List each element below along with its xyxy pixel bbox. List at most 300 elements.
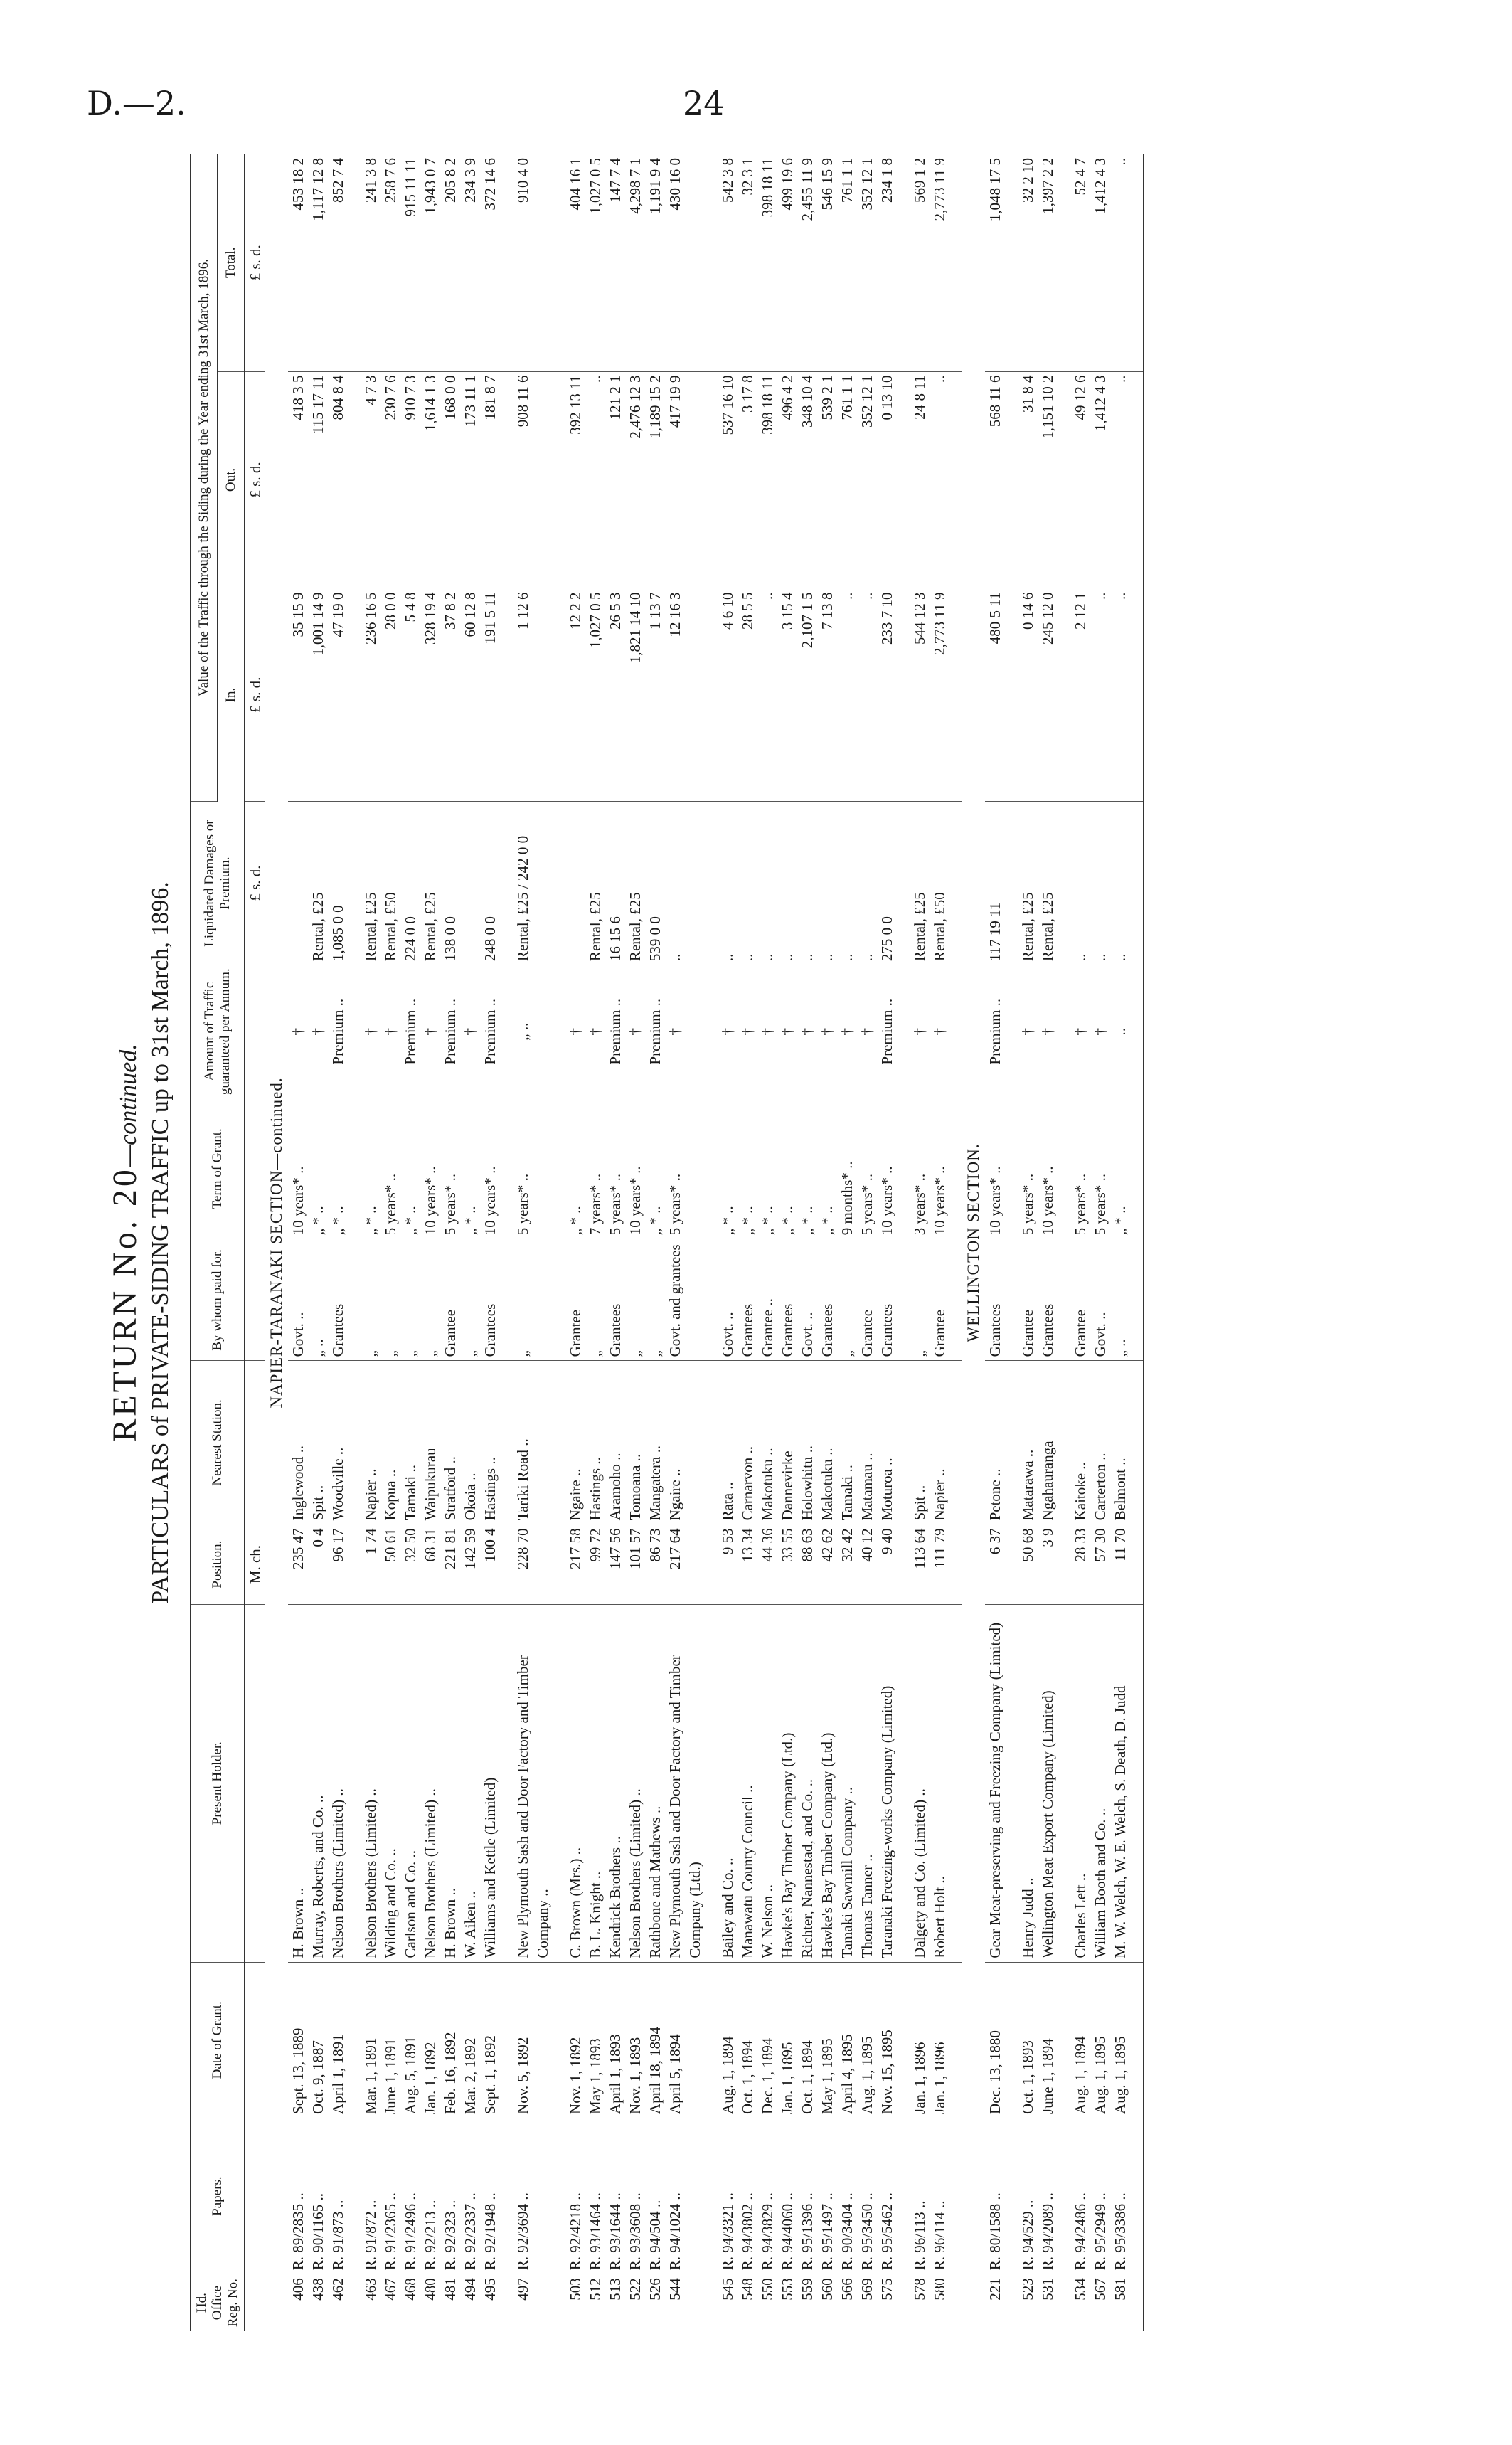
cell-position: 3 9 — [1038, 1524, 1058, 1604]
cell-value-total: 2,455 11 9 — [797, 154, 817, 371]
cell-date-of-grant: Sept. 13, 1889 — [288, 1962, 308, 2118]
cell-damages: Rental, £25 — [625, 802, 645, 965]
cell-term: „ * .. — [460, 1098, 480, 1239]
cell-value-out: 3 17 8 — [738, 371, 757, 588]
cell-paid-by: „ — [380, 1239, 400, 1361]
cell-amount-guaranteed: † — [460, 965, 480, 1098]
group-spacer — [1058, 154, 1070, 2331]
cell-position: 40 12 — [857, 1524, 877, 1604]
table-row — [777, 154, 797, 2331]
cell-papers: R. 92/2337 .. — [460, 2118, 480, 2274]
cell-position: 50 68 — [1018, 1524, 1038, 1604]
cell-date-of-grant: Aug. 1, 1895 — [857, 1962, 877, 2118]
cell-paid-by: „ .. — [1110, 1239, 1130, 1361]
cell-damages: .. — [1110, 802, 1130, 965]
cell-date-of-grant: Jan. 1, 1895 — [777, 1962, 797, 2118]
cell-value-out: 230 7 6 — [380, 371, 400, 588]
cell-amount-guaranteed: Premium .. — [877, 965, 897, 1098]
cell-paid-by: „ — [460, 1239, 480, 1361]
cell-value-out: 539 2 1 — [817, 371, 837, 588]
cell-papers: R. 94/504 .. — [645, 2118, 665, 2274]
table-row — [1018, 154, 1038, 2331]
cell-term: 5 years* .. — [1070, 1098, 1090, 1239]
cell-present-holder: Henry Judd .. — [1018, 1604, 1038, 1962]
cell-amount-guaranteed: † — [380, 965, 400, 1098]
cell-date-of-grant: April 18, 1894 — [645, 1962, 665, 2118]
cell-position: 28 33 — [1070, 1524, 1090, 1604]
table-row — [797, 154, 817, 2331]
cell-value-in: 60 12 8 — [460, 588, 480, 802]
cell-present-holder: C. Brown (Mrs.) .. — [565, 1604, 585, 1962]
cell-nearest-station: Ngaire .. — [565, 1361, 585, 1524]
cell-value-in: 37 8 2 — [440, 588, 460, 802]
cell-value-total: 546 15 9 — [817, 154, 837, 371]
cell-reg-no: 523 — [1019, 2278, 1036, 2301]
cell-amount-guaranteed: † — [797, 965, 817, 1098]
cell-reg-no: 580 — [931, 2278, 948, 2301]
cell-reg-no: 503 — [567, 2278, 584, 2301]
cell-position: 235 47 — [288, 1524, 308, 1604]
col-header-value-group: Value of the Traffic through the Siding during the Year ending 31st March, 1896. — [191, 154, 218, 802]
cell-position: 100 4 — [480, 1524, 500, 1604]
table-row — [985, 154, 1005, 2331]
table-row — [645, 154, 665, 2331]
cell-amount-guaranteed: Premium .. — [440, 965, 460, 1098]
cell-date-of-grant: Jan. 1, 1896 — [930, 1962, 949, 2118]
cell-amount-guaranteed: Premium .. — [985, 965, 1005, 1098]
group-spacer — [705, 154, 718, 2331]
cell-value-in: 1,821 14 10 — [625, 588, 645, 802]
cell-amount-guaranteed: † — [1090, 965, 1110, 1098]
col-header-holder: Present Holder. — [191, 1604, 245, 1962]
cell-reg-no: 497 — [514, 2278, 531, 2301]
cell-value-total: 1,397 2 2 — [1038, 154, 1058, 371]
cell-reg-no: 575 — [878, 2278, 895, 2301]
cell-papers: R. 94/1024 .. — [665, 2118, 705, 2274]
cell-damages: Rental, £25 — [910, 802, 930, 965]
cell-damages: 1,085 0 0 — [328, 802, 348, 965]
cell-term: „ * .. — [757, 1098, 777, 1239]
cell-papers: R. 93/3608 .. — [625, 2118, 645, 2274]
cell-damages: Rental, £25 — [1038, 802, 1058, 965]
cell-date-of-grant: Jan. 1, 1892 — [420, 1962, 440, 2118]
cell-value-out: 49 12 6 — [1070, 371, 1090, 588]
cell-paid-by: Grantee — [565, 1239, 585, 1361]
col-header-total: Total. — [218, 154, 245, 371]
cell-amount-guaranteed: „ .. — [513, 965, 553, 1098]
table-row — [718, 154, 738, 2331]
col-header-position: Position. — [191, 1524, 245, 1604]
col-header-term: Term of Grant. — [191, 1098, 245, 1239]
cell-damages: .. — [857, 802, 877, 965]
cell-paid-by: Grantees — [877, 1239, 897, 1361]
cell-reg-no: 512 — [587, 2278, 604, 2301]
cell-reg-no: 531 — [1039, 2278, 1056, 2301]
cell-nearest-station: Belmont .. — [1110, 1361, 1130, 1524]
cell-value-out: .. — [930, 371, 949, 588]
cell-nearest-station: Petone .. — [985, 1361, 1005, 1524]
cell-value-in: .. — [757, 588, 777, 802]
cell-value-out: 537 16 10 — [718, 371, 738, 588]
table-row — [625, 154, 645, 2331]
cell-paid-by: Grantee — [930, 1239, 949, 1361]
cell-position: 50 61 — [380, 1524, 400, 1604]
return-subtitle: PARTICULARS of PRIVATE-SIDING TRAFFIC up to 31st March, 1896. — [147, 881, 174, 1604]
cell-present-holder: Bailey and Co. .. — [718, 1604, 738, 1962]
cell-position: 96 17 — [328, 1524, 348, 1604]
cell-value-total: 542 3 8 — [718, 154, 738, 371]
private-siding-table — [190, 154, 1144, 2331]
cell-term: 5 years* .. — [513, 1098, 553, 1239]
cell-nearest-station: Makotuku .. — [817, 1361, 837, 1524]
cell-amount-guaranteed: .. — [1110, 965, 1130, 1098]
table-row — [288, 154, 308, 2331]
table-row — [817, 154, 837, 2331]
cell-term: „ * .. — [797, 1098, 817, 1239]
cell-value-total: 761 1 1 — [837, 154, 857, 371]
col-header-papers: Papers. — [191, 2118, 245, 2274]
cell-amount-guaranteed: Premium .. — [645, 965, 665, 1098]
cell-papers: R. 95/3450 .. — [857, 2118, 877, 2274]
cell-papers: R. 94/3802 .. — [738, 2118, 757, 2274]
cell-papers: R. 89/2835 .. — [288, 2118, 308, 2274]
cell-value-out: 348 10 4 — [797, 371, 817, 588]
cell-nearest-station: Tamaki .. — [837, 1361, 857, 1524]
table-row — [757, 154, 777, 2331]
cell-value-in: 12 16 3 — [665, 588, 705, 802]
cell-present-holder: Murray, Roberts, and Co. .. — [308, 1604, 328, 1962]
cell-value-in: 1 13 7 — [645, 588, 665, 802]
cell-value-out: 418 3 5 — [288, 371, 308, 588]
cell-date-of-grant: Sept. 1, 1892 — [480, 1962, 500, 2118]
cell-present-holder: Richter, Nannestad, and Co. .. — [797, 1604, 817, 1962]
cell-position: 6 37 — [985, 1524, 1005, 1604]
cell-paid-by: Grantees — [605, 1239, 625, 1361]
cell-reg-no: 560 — [819, 2278, 836, 2301]
cell-paid-by: Grantees — [738, 1239, 757, 1361]
cell-damages: .. — [665, 802, 705, 965]
cell-position: 221 81 — [440, 1524, 460, 1604]
cell-reg-no: 566 — [838, 2278, 856, 2301]
cell-damages: .. — [1090, 802, 1110, 965]
cell-value-out: 31 8 4 — [1018, 371, 1038, 588]
cell-date-of-grant: Feb. 16, 1892 — [440, 1962, 460, 2118]
cell-papers: R. 94/4060 .. — [777, 2118, 797, 2274]
cell-value-in: 26 5 3 — [605, 588, 625, 802]
cell-amount-guaranteed: † — [1038, 965, 1058, 1098]
cell-term: „ * .. — [361, 1098, 380, 1239]
cell-papers: R. 90/3404 .. — [837, 2118, 857, 2274]
cell-term: 5 years* .. — [380, 1098, 400, 1239]
cell-papers: R. 93/1644 .. — [605, 2118, 625, 2274]
cell-date-of-grant: Nov. 1, 1892 — [565, 1962, 585, 2118]
cell-value-total: 404 16 1 — [565, 154, 585, 371]
cell-nearest-station: Kopua .. — [380, 1361, 400, 1524]
group-spacer — [348, 154, 361, 2331]
cell-amount-guaranteed: † — [1070, 965, 1090, 1098]
cell-date-of-grant: Nov. 5, 1892 — [513, 1962, 553, 2118]
col-header-in: In. — [218, 588, 245, 802]
table-row — [420, 154, 440, 2331]
table-row — [1038, 154, 1058, 2331]
cell-present-holder: Nelson Brothers (Limited) .. — [361, 1604, 380, 1962]
cell-value-total: 1,048 17 5 — [985, 154, 1005, 371]
cell-papers: R. 94/3321 .. — [718, 2118, 738, 2274]
cell-nearest-station: Okoia .. — [460, 1361, 480, 1524]
cell-value-out: .. — [1110, 371, 1130, 588]
cell-value-total: 430 16 0 — [665, 154, 705, 371]
cell-damages: .. — [738, 802, 757, 965]
cell-present-holder: Dalgety and Co. (Limited) .. — [910, 1604, 930, 1962]
cell-papers: R. 91/2365 .. — [380, 2118, 400, 2274]
cell-value-in: 28 0 0 — [380, 588, 400, 802]
cell-reg-no: 581 — [1112, 2278, 1129, 2301]
cell-present-holder: H. Brown .. — [288, 1604, 308, 1962]
cell-value-in: 0 14 6 — [1018, 588, 1038, 802]
cell-nearest-station: Aramoho .. — [605, 1361, 625, 1524]
cell-amount-guaranteed: † — [625, 965, 645, 1098]
cell-value-total: 32 3 1 — [738, 154, 757, 371]
cell-position: 9 40 — [877, 1524, 897, 1604]
cell-value-total: 569 1 2 — [910, 154, 930, 371]
cell-date-of-grant: Aug. 1, 1895 — [1090, 1962, 1110, 2118]
table-row — [665, 154, 705, 2331]
cell-nearest-station: Dannevirke — [777, 1361, 797, 1524]
cell-amount-guaranteed: † — [585, 965, 605, 1098]
table-row — [361, 154, 380, 2331]
cell-nearest-station: Tomoana .. — [625, 1361, 645, 1524]
cell-nearest-station: Inglewood .. — [288, 1361, 308, 1524]
cell-present-holder: H. Brown .. — [440, 1604, 460, 1962]
cell-term: 10 years* .. — [930, 1098, 949, 1239]
cell-term: „ * .. — [1110, 1098, 1130, 1239]
cell-position: 217 64 — [665, 1524, 705, 1604]
cell-reg-no: 545 — [719, 2278, 736, 2301]
cell-value-in: .. — [1110, 588, 1130, 802]
cell-paid-by: Govt. .. — [1090, 1239, 1110, 1361]
cell-position: 9 53 — [718, 1524, 738, 1604]
section-heading: NAPIER-TARANAKI SECTION—continued. — [267, 1077, 285, 1409]
cell-value-total: 852 7 4 — [328, 154, 348, 371]
col-header-station: Nearest Station. — [191, 1361, 245, 1524]
cell-term: 10 years* .. — [985, 1098, 1005, 1239]
cell-position: 57 30 — [1090, 1524, 1110, 1604]
cell-amount-guaranteed: † — [837, 965, 857, 1098]
col-header-out: Out. — [218, 371, 245, 588]
cell-present-holder: Nelson Brothers (Limited) .. — [328, 1604, 348, 1962]
cell-position: 99 72 — [585, 1524, 605, 1604]
cell-term: 5 years* .. — [605, 1098, 625, 1239]
cell-value-out: 568 11 6 — [985, 371, 1005, 588]
cell-amount-guaranteed: † — [361, 965, 380, 1098]
cell-date-of-grant: Nov. 1, 1893 — [625, 1962, 645, 2118]
cell-value-total: 234 1 8 — [877, 154, 897, 371]
cell-term: 9 months* .. — [837, 1098, 857, 1239]
cell-value-in: 28 5 5 — [738, 588, 757, 802]
cell-paid-by: Grantees — [817, 1239, 837, 1361]
cell-value-in: 2 12 1 — [1070, 588, 1090, 802]
cell-value-in: 236 16 5 — [361, 588, 380, 802]
cell-papers: R. 96/114 .. — [930, 2118, 949, 2274]
cell-value-total: 453 18 2 — [288, 154, 308, 371]
cell-present-holder: William Booth and Co. .. — [1090, 1604, 1110, 1962]
cell-amount-guaranteed: Premium .. — [400, 965, 420, 1098]
cell-papers: R. 90/1165 .. — [308, 2118, 328, 2274]
cell-value-in: 480 5 11 — [985, 588, 1005, 802]
page-number: 24 — [683, 84, 725, 122]
col-header-amount: Amount of Traffic guaranteed per Annum. — [191, 965, 245, 1098]
cell-damages: Rental, £25 — [420, 802, 440, 965]
cell-paid-by: Grantee — [1070, 1239, 1090, 1361]
cell-reg-no: 569 — [858, 2278, 875, 2301]
cell-value-out: 1,151 10 2 — [1038, 371, 1058, 588]
cell-amount-guaranteed: † — [857, 965, 877, 1098]
cell-paid-by: Grantees — [777, 1239, 797, 1361]
cell-amount-guaranteed: Premium .. — [328, 965, 348, 1098]
cell-nearest-station: Stratford .. — [440, 1361, 460, 1524]
cell-nearest-station: Matamau .. — [857, 1361, 877, 1524]
cell-paid-by: Govt. .. — [797, 1239, 817, 1361]
cell-value-total: 147 7 4 — [605, 154, 625, 371]
units-row — [245, 154, 265, 2331]
cell-term: „ * .. — [565, 1098, 585, 1239]
cell-value-out: 910 7 3 — [400, 371, 420, 588]
section-heading-row — [962, 154, 985, 2331]
cell-position: 111 79 — [930, 1524, 949, 1604]
cell-amount-guaranteed: Premium .. — [605, 965, 625, 1098]
cell-present-holder: W. Nelson .. — [757, 1604, 777, 1962]
cell-nearest-station: Makotuku .. — [757, 1361, 777, 1524]
cell-reg-no: 567 — [1092, 2278, 1109, 2301]
cell-paid-by: Govt. and grantees — [665, 1239, 705, 1361]
cell-nearest-station: Rata .. — [718, 1361, 738, 1524]
cell-value-in: 5 4 8 — [400, 588, 420, 802]
cell-position: 217 58 — [565, 1524, 585, 1604]
cell-present-holder: Nelson Brothers (Limited) .. — [625, 1604, 645, 1962]
cell-present-holder: Rathbone and Mathews .. — [645, 1604, 665, 1962]
cell-value-in: 7 13 8 — [817, 588, 837, 802]
cell-present-holder: Taranaki Freezing-works Company (Limited) — [877, 1604, 897, 1962]
cell-paid-by: „ — [420, 1239, 440, 1361]
cell-present-holder: New Plymouth Sash and Door Factory and Timber Company .. — [513, 1604, 553, 1962]
table-row — [1090, 154, 1110, 2331]
cell-present-holder: Manawatu County Council .. — [738, 1604, 757, 1962]
cell-amount-guaranteed: † — [718, 965, 738, 1098]
cell-present-holder: Kendrick Brothers .. — [605, 1604, 625, 1962]
cell-paid-by: Grantees — [1038, 1239, 1058, 1361]
return-title-suffix: —continued. — [115, 1044, 142, 1167]
cell-amount-guaranteed: † — [777, 965, 797, 1098]
cell-reg-no: 526 — [646, 2278, 664, 2301]
cell-position: 228 70 — [513, 1524, 553, 1604]
group-spacer — [553, 154, 565, 2331]
unit-damages: £ s. d. — [245, 802, 265, 965]
cell-damages: Rental, £25 — [308, 802, 328, 965]
cell-damages: Rental, £25 — [585, 802, 605, 965]
table-row — [440, 154, 460, 2331]
cell-paid-by: Grantees — [328, 1239, 348, 1361]
cell-papers: R. 95/1396 .. — [797, 2118, 817, 2274]
cell-value-total: 32 2 10 — [1018, 154, 1038, 371]
cell-value-out: 4 7 3 — [361, 371, 380, 588]
table-row — [930, 154, 949, 2331]
cell-value-out: 1,614 1 3 — [420, 371, 440, 588]
cell-position: 42 62 — [817, 1524, 837, 1604]
unit-out: £ s. d. — [245, 371, 265, 588]
return-title — [105, 154, 144, 2331]
cell-damages: Rental, £25 — [1018, 802, 1038, 965]
cell-damages: .. — [777, 802, 797, 965]
cell-amount-guaranteed: † — [308, 965, 328, 1098]
cell-value-out: 181 8 7 — [480, 371, 500, 588]
cell-position: 86 73 — [645, 1524, 665, 1604]
cell-amount-guaranteed: † — [665, 965, 705, 1098]
cell-nearest-station: Spit .. — [308, 1361, 328, 1524]
table-row — [565, 154, 585, 2331]
cell-papers: R. 92/323 .. — [440, 2118, 460, 2274]
cell-nearest-station: Spit .. — [910, 1361, 930, 1524]
cell-date-of-grant: May 1, 1895 — [817, 1962, 837, 2118]
cell-reg-no: 468 — [402, 2278, 419, 2301]
cell-amount-guaranteed: † — [420, 965, 440, 1098]
cell-present-holder: Thomas Tanner .. — [857, 1604, 877, 1962]
cell-date-of-grant: Oct. 1, 1893 — [1018, 1962, 1038, 2118]
cell-present-holder: Hawke's Bay Timber Company (Ltd.) — [777, 1604, 797, 1962]
cell-reg-no: 534 — [1072, 2278, 1089, 2301]
cell-damages — [565, 802, 585, 965]
cell-date-of-grant: Mar. 2, 1892 — [460, 1962, 480, 2118]
cell-amount-guaranteed: † — [565, 965, 585, 1098]
cell-papers: R. 95/1497 .. — [817, 2118, 837, 2274]
cell-value-out: 496 4 2 — [777, 371, 797, 588]
cell-amount-guaranteed: Premium .. — [480, 965, 500, 1098]
cell-value-total: 2,773 11 9 — [930, 154, 949, 371]
cell-paid-by: Grantees — [985, 1239, 1005, 1361]
table-row — [585, 154, 605, 2331]
table-row — [837, 154, 857, 2331]
group-spacer — [897, 154, 910, 2331]
cell-value-in: 191 5 11 — [480, 588, 500, 802]
cell-value-in: 1,001 14 9 — [308, 588, 328, 802]
cell-value-total: 499 19 6 — [777, 154, 797, 371]
cell-value-total: 915 11 11 — [400, 154, 420, 371]
cell-reg-no: 467 — [382, 2278, 399, 2301]
cell-date-of-grant: Aug. 1, 1894 — [1070, 1962, 1090, 2118]
cell-present-holder: Wellington Meat Export Company (Limited) — [1038, 1604, 1058, 1962]
cell-value-in: 35 15 9 — [288, 588, 308, 802]
cell-date-of-grant: Nov. 15, 1895 — [877, 1962, 897, 2118]
cell-damages: .. — [718, 802, 738, 965]
cell-papers: R. 92/4218 .. — [565, 2118, 585, 2274]
group-spacer — [949, 154, 962, 2331]
cell-value-total: 241 3 8 — [361, 154, 380, 371]
cell-value-out: 121 2 1 — [605, 371, 625, 588]
cell-value-total: 372 14 6 — [480, 154, 500, 371]
cell-present-holder: New Plymouth Sash and Door Factory and Timber Company (Ltd.) — [665, 1604, 705, 1962]
cell-value-in: 3 15 4 — [777, 588, 797, 802]
cell-term: 10 years* .. — [877, 1098, 897, 1239]
cell-reg-no: 480 — [422, 2278, 439, 2301]
section-heading-row — [265, 154, 288, 2331]
cell-damages: .. — [817, 802, 837, 965]
cell-nearest-station: Tariki Road .. — [513, 1361, 553, 1524]
page-reference: D.—2. — [87, 84, 186, 122]
cell-papers: R. 94/3829 .. — [757, 2118, 777, 2274]
cell-damages — [460, 802, 480, 965]
cell-term: „ * .. — [328, 1098, 348, 1239]
cell-value-in: 12 2 2 — [565, 588, 585, 802]
cell-amount-guaranteed: † — [930, 965, 949, 1098]
